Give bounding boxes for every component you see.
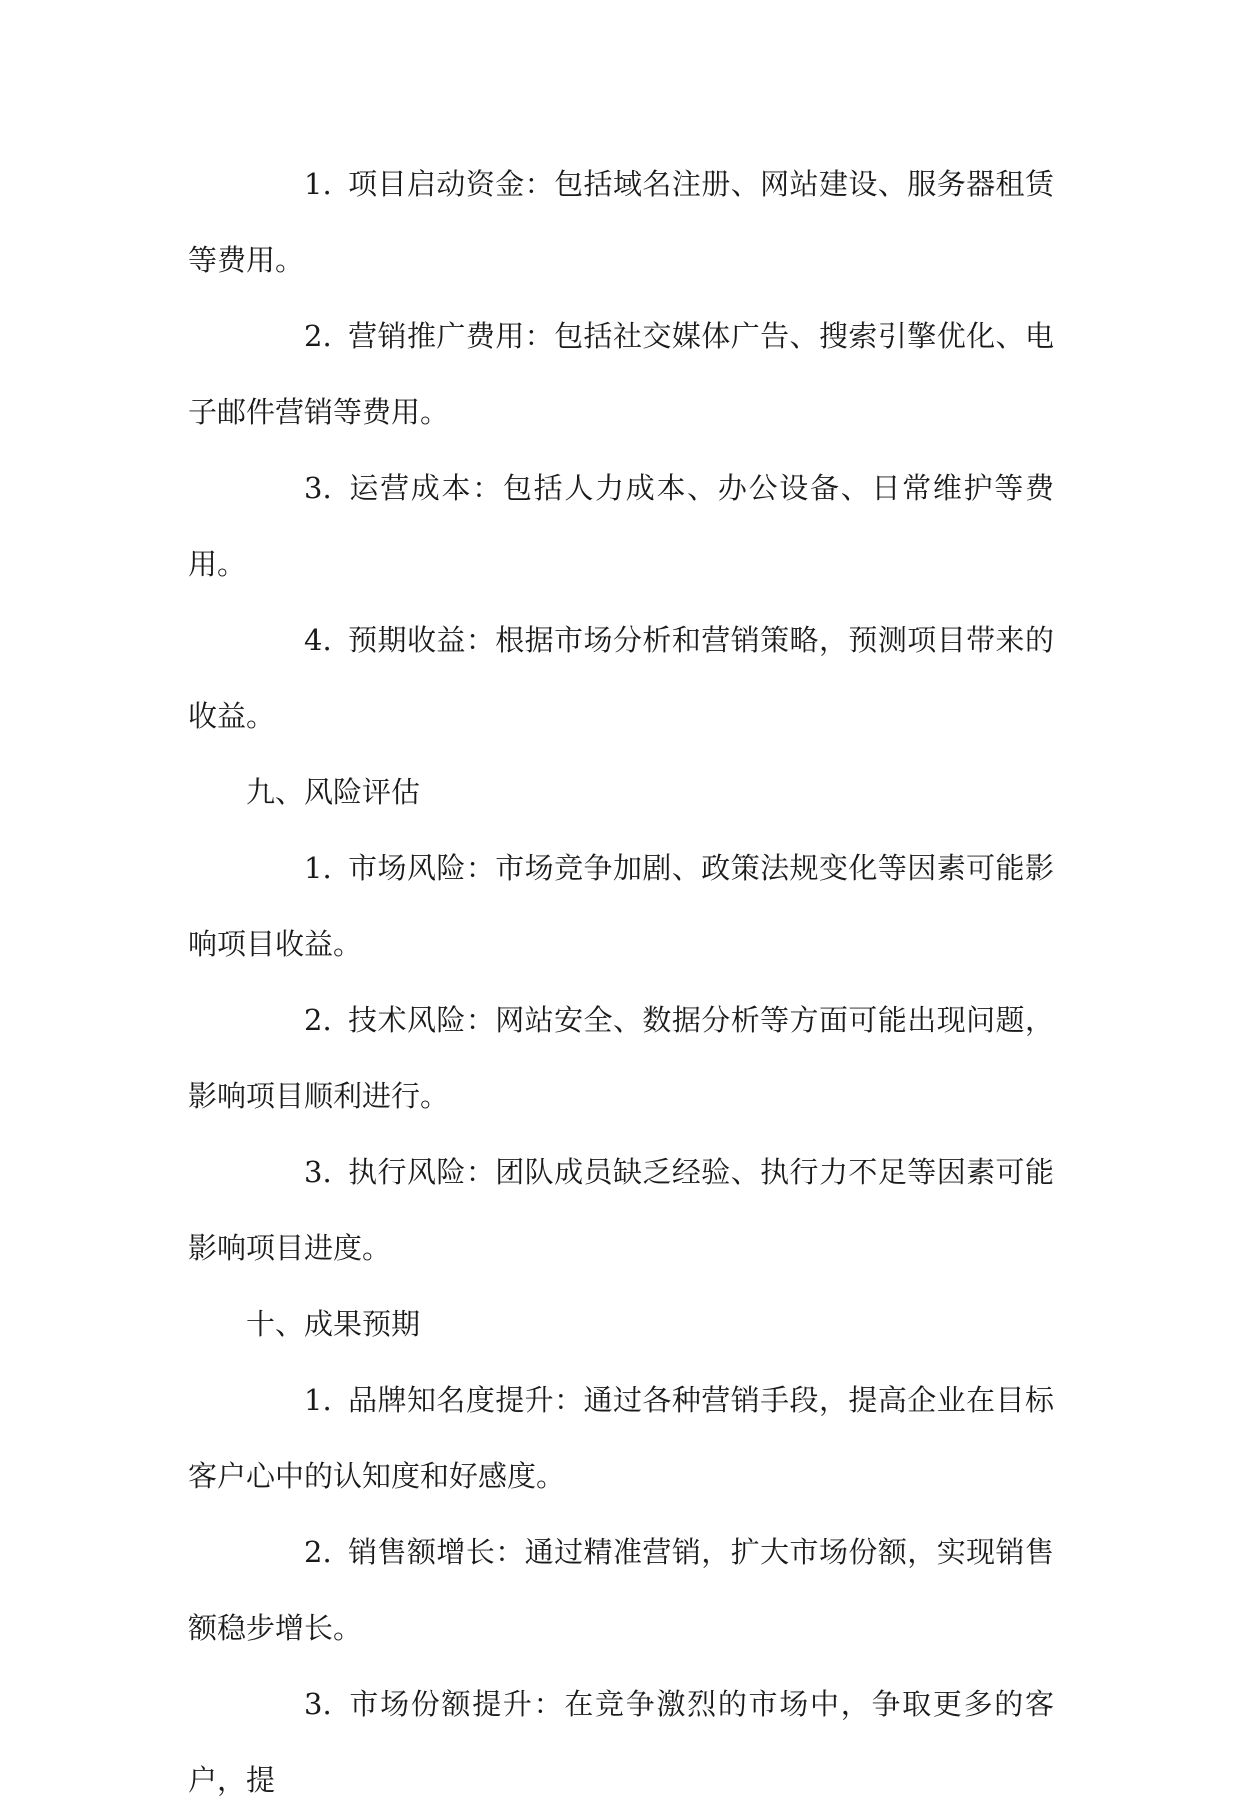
document-body xyxy=(188,146,1054,1818)
list-item-expected-revenue xyxy=(188,602,1054,754)
heading-text: 九、风险评估 xyxy=(246,775,421,809)
list-item-market-risk xyxy=(188,830,1054,982)
paragraph-text: 运营成本：包括人力成本、办公设备、日常维护等费用。 xyxy=(188,471,1054,581)
paragraph-text: 市场风险：市场竞争加剧、政策法规变化等因素可能影响项目收益。 xyxy=(188,851,1054,961)
paragraph-text: 项目启动资金：包括域名注册、网站建设、服务器租赁等费用。 xyxy=(188,167,1054,277)
paragraph-text: 营销推广费用：包括社交媒体广告、搜索引擎优化、电子邮件营销等费用。 xyxy=(188,319,1054,429)
list-number: 2. xyxy=(304,1535,332,1569)
list-item-execution-risk xyxy=(188,1134,1054,1286)
list-number: 3. xyxy=(304,1687,332,1721)
section-heading-expected-results xyxy=(188,1286,1054,1362)
list-item-sales-growth xyxy=(188,1514,1054,1666)
heading-text: 十、成果预期 xyxy=(246,1307,421,1341)
list-item-market-share xyxy=(188,1666,1054,1818)
paragraph-text: 销售额增长：通过精准营销，扩大市场份额，实现销售额稳步增长。 xyxy=(188,1535,1054,1645)
list-item-operating-costs xyxy=(188,450,1054,602)
list-item-startup-funds xyxy=(188,146,1054,298)
list-number: 3. xyxy=(304,1155,332,1189)
list-item-brand-awareness xyxy=(188,1362,1054,1514)
list-item-technical-risk xyxy=(188,982,1054,1134)
paragraph-text: 市场份额提升：在竞争激烈的市场中，争取更多的客户，提 xyxy=(188,1687,1054,1797)
paragraph-text: 执行风险：团队成员缺乏经验、执行力不足等因素可能影响项目进度。 xyxy=(188,1155,1054,1265)
paragraph-text: 预期收益：根据市场分析和营销策略，预测项目带来的收益。 xyxy=(188,623,1054,733)
list-number: 1. xyxy=(304,1383,332,1417)
paragraph-text: 技术风险：网站安全、数据分析等方面可能出现问题，影响项目顺利进行。 xyxy=(188,1003,1054,1113)
paragraph-text: 品牌知名度提升：通过各种营销手段，提高企业在目标客户心中的认知度和好感度。 xyxy=(188,1383,1054,1493)
list-number: 1. xyxy=(304,851,332,885)
list-number: 2. xyxy=(304,319,332,353)
list-number: 2. xyxy=(304,1003,332,1037)
list-number: 4. xyxy=(304,623,332,657)
list-item-marketing-costs xyxy=(188,298,1054,450)
list-number: 3. xyxy=(304,471,332,505)
section-heading-risk-assessment xyxy=(188,754,1054,830)
list-number: 1. xyxy=(304,167,332,201)
